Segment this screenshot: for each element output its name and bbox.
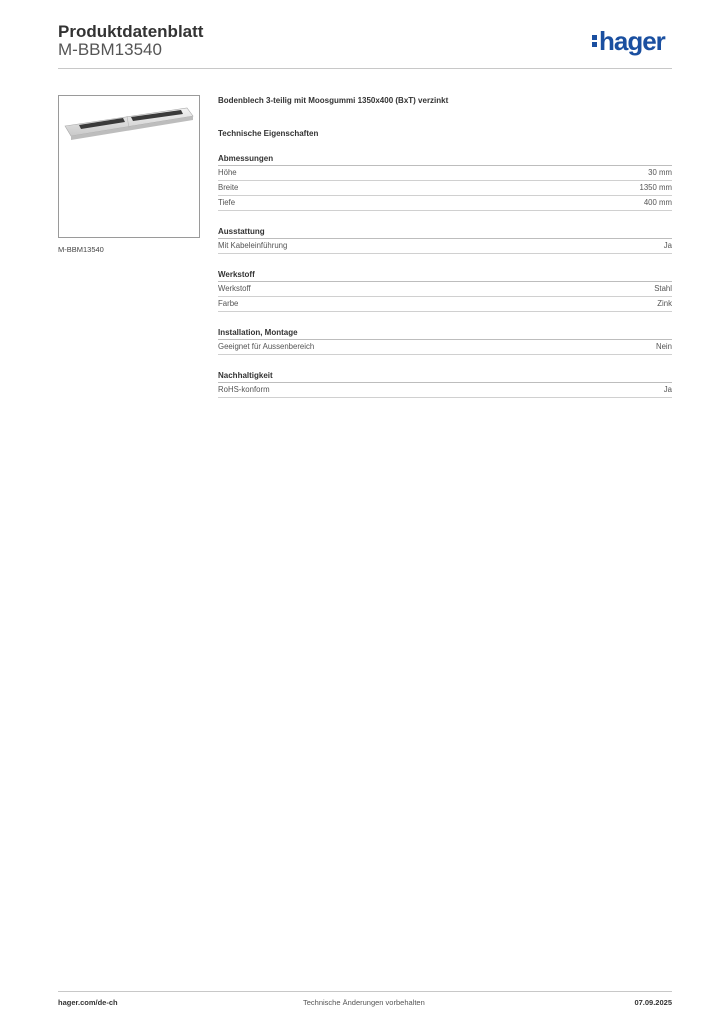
page-title: Produktdatenblatt [58, 22, 204, 41]
table-row [218, 282, 672, 297]
row-label: Höhe [218, 168, 237, 177]
row-value: 30 mm [648, 168, 672, 177]
row-label: Farbe [218, 299, 239, 308]
tech-properties-title: Technische Eigenschaften [218, 129, 319, 138]
section-title: Installation, Montage [218, 328, 672, 340]
logo-dots-icon [592, 26, 598, 52]
table-row [218, 297, 672, 312]
section-werkstoff [218, 270, 672, 312]
row-label: Mit Kabeleinführung [218, 241, 288, 250]
footer-notice: Technische Änderungen vorbehalten [303, 998, 425, 1007]
footer-divider [58, 991, 672, 992]
row-label: Werkstoff [218, 284, 251, 293]
row-value: Ja [663, 385, 672, 394]
section-abmessungen [218, 154, 672, 211]
row-value: 400 mm [643, 198, 672, 207]
table-row [218, 340, 672, 355]
logo-text: hager [599, 26, 665, 56]
table-row [218, 166, 672, 181]
section-title: Werkstoff [218, 270, 672, 282]
image-caption: M-BBM13540 [58, 245, 104, 254]
row-value: Stahl [654, 284, 672, 293]
section-title: Nachhaltigkeit [218, 371, 672, 383]
table-row [218, 239, 672, 254]
row-label: Tiefe [218, 198, 236, 207]
hager-logo [592, 28, 665, 54]
product-code: M-BBM13540 [58, 40, 162, 59]
section-nachhaltigkeit [218, 371, 672, 398]
table-row [218, 383, 672, 398]
row-label: Geeignet für Aussenbereich [218, 342, 315, 351]
section-ausstattung [218, 227, 672, 254]
section-title: Abmessungen [218, 154, 672, 166]
product-description: Bodenblech 3-teilig mit Moosgummi 1350x400 (BxT) verzinkt [218, 96, 449, 105]
section-installation [218, 328, 672, 355]
table-row [218, 196, 672, 211]
row-value: 1350 mm [639, 183, 672, 192]
footer-date: 07.09.2025 [634, 998, 672, 1007]
row-value: Zink [657, 299, 672, 308]
table-row [218, 181, 672, 196]
section-title: Ausstattung [218, 227, 672, 239]
header-divider [58, 68, 672, 69]
row-value: Ja [663, 241, 672, 250]
row-label: Breite [218, 183, 239, 192]
product-image [58, 95, 200, 238]
row-label: RoHS-konform [218, 385, 270, 394]
row-value: Nein [655, 342, 672, 351]
footer-website-link[interactable]: hager.com/de-ch [58, 998, 118, 1007]
product-details [218, 96, 672, 398]
